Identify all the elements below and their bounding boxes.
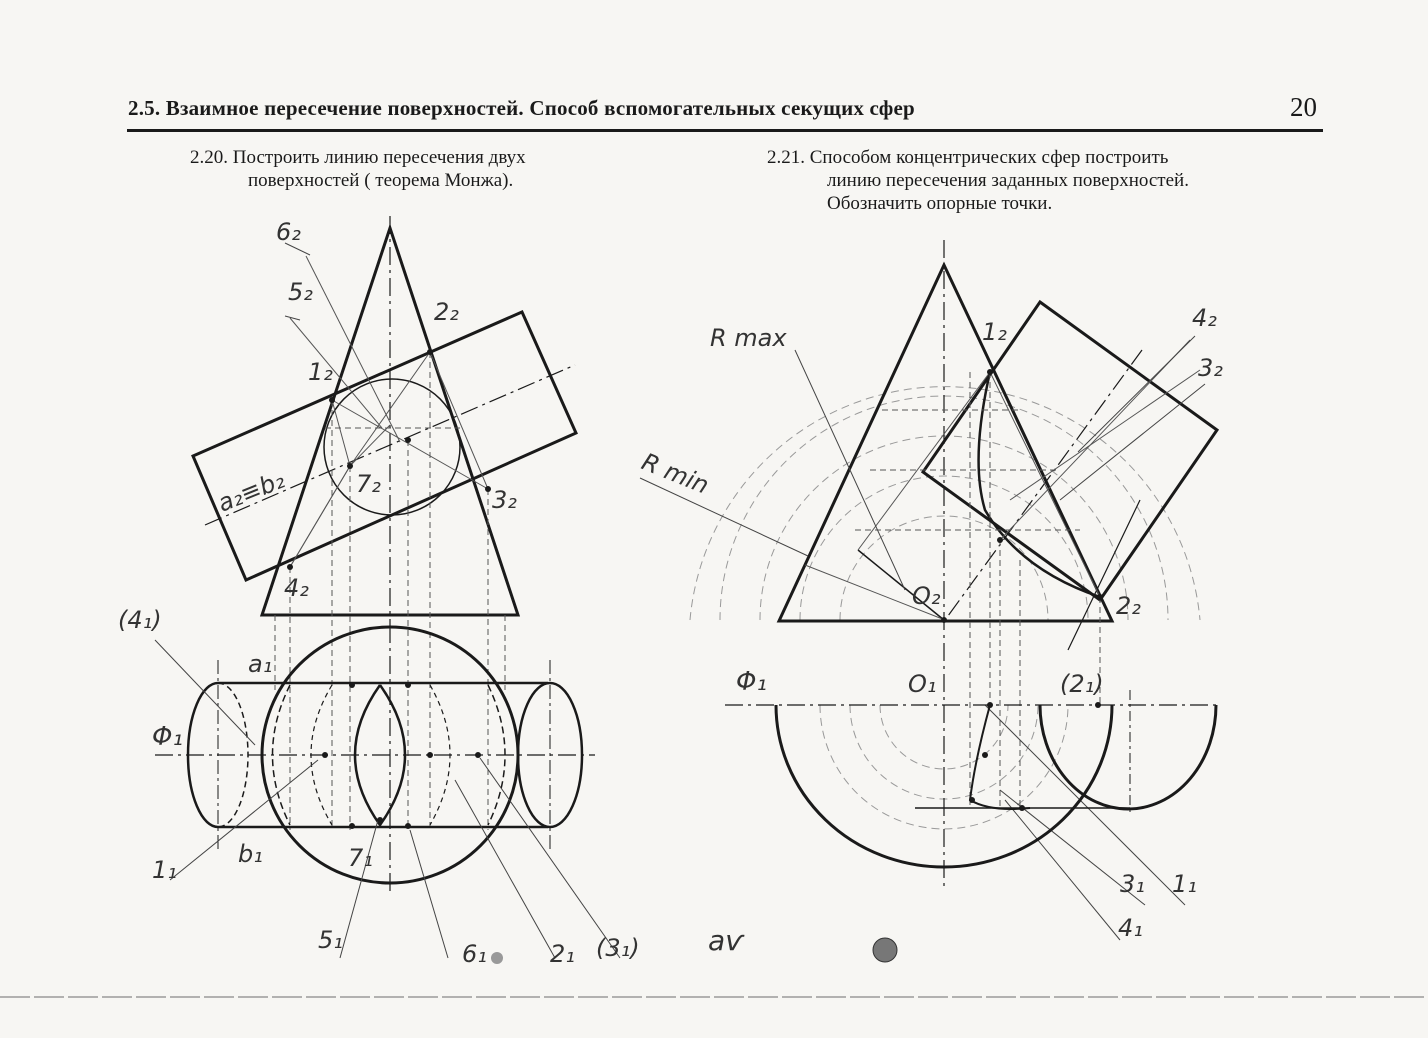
label-3-2: 3₂ — [492, 486, 517, 514]
label-4-1: (4₁) — [118, 606, 162, 634]
intersection-curve-front — [979, 372, 1100, 597]
label-4-1: 4₁ — [1118, 914, 1143, 942]
task-number: 2.20. — [190, 147, 228, 168]
label-phi-1: Φ₁ — [152, 722, 183, 752]
label-7-2: 7₂ — [356, 470, 381, 498]
label-4-2: 4₂ — [284, 574, 309, 602]
left-labels — [118, 218, 640, 968]
label-phi-1: Φ₁ — [736, 667, 767, 697]
leader-lines — [637, 336, 1205, 940]
punch-hole-small — [491, 952, 503, 964]
cylinder-front-view — [193, 312, 576, 580]
label-7-1: 7₁ — [348, 844, 373, 872]
task-line: Обозначить опорные точки. — [827, 193, 1053, 214]
right-labels — [638, 304, 1224, 942]
label-a2-b2: a₂≡b₂ — [213, 465, 289, 518]
task-number: 2.21. — [767, 147, 805, 168]
label-1-2: 1₂ — [982, 318, 1007, 346]
task-line: Построить линию пересечения двух — [232, 147, 526, 168]
section-title: 2.5. Взаимное пересечение поверхностей. Способ вспомогательных секущих сфер — [128, 96, 915, 120]
punch-hole — [873, 938, 897, 962]
label-6-1: 6₁ — [462, 940, 487, 968]
cylinder-top-view — [1040, 705, 1216, 809]
label-r-min: R min — [637, 447, 713, 500]
leader-lines — [155, 243, 620, 958]
label-2-1: (2₁) — [1060, 670, 1104, 698]
handwritten-mark: аѵ — [708, 924, 744, 957]
label-o-1: O₁ — [908, 670, 937, 698]
page-number: 20 — [1290, 92, 1317, 122]
label-5-2: 5₂ — [288, 278, 313, 306]
label-1-2: 1₂ — [308, 358, 333, 386]
label-6-2: 6₂ — [276, 218, 301, 246]
label-a-1: a₁ — [248, 650, 273, 678]
label-2-2: 2₂ — [1116, 592, 1141, 620]
label-3-1: 3₁ — [1120, 870, 1145, 898]
label-1-1: 1₁ — [1172, 870, 1197, 898]
cylinder-front-view — [923, 302, 1217, 600]
label-5-1: 5₁ — [318, 926, 343, 954]
label-4-2: 4₂ — [1192, 304, 1217, 332]
drawing-2-20 — [155, 216, 620, 958]
label-3-1: (3₁) — [596, 934, 640, 962]
task-line: Способом концентрических сфер построить — [809, 147, 1169, 168]
label-2-2: 2₂ — [434, 298, 459, 326]
label-2-1: 2₁ — [550, 940, 575, 968]
label-o-2: O₂ — [912, 582, 941, 610]
task-line: поверхностей ( теорема Монжа). — [248, 170, 514, 191]
construction-lines — [805, 340, 1200, 810]
label-3-2: 3₂ — [1198, 354, 1223, 382]
label-r-max: R max — [710, 324, 787, 352]
task-line: линию пересечения заданных поверхностей. — [827, 170, 1189, 191]
label-1-1: 1₁ — [152, 856, 177, 884]
label-b-1: b₁ — [238, 840, 263, 868]
